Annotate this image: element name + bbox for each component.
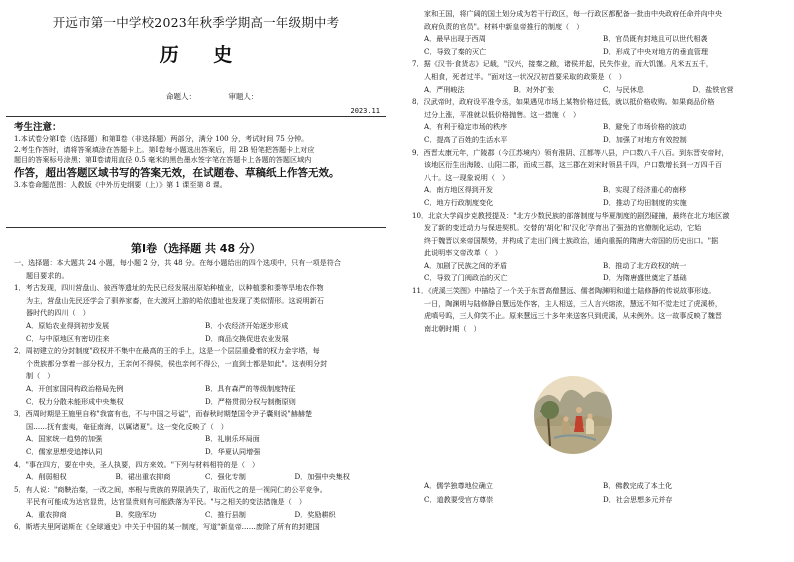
question-1-stem: 1．考古发现，四川营盘山、彼西等遗址的先民已经发展出原始种植业，以种植黍和黍等旱地农作物 [14, 283, 324, 293]
question-8-stem: 8．汉武帝时，政府设平准令丞，如果遇见市场上某物价格过低，就以抵价格收购。如果商品价格 [412, 97, 715, 107]
option-a: A．南方地区得到开发 [424, 185, 493, 195]
subject-title: 历 史 [159, 44, 247, 66]
question-2-stem: 个贵族都分享着一部分权力，王亲何不得侯，侯也亲何不得公，一直到士都是如此"。这表明分封 [26, 358, 328, 368]
question-7-options [412, 84, 782, 97]
notice-divider [6, 227, 386, 228]
option-c: C．强化专制 [205, 472, 246, 482]
section-instruction: 题目要求的。 [26, 270, 69, 280]
option-b: B．对外扩张 [513, 84, 555, 94]
exam-date: 2023.11 [350, 107, 380, 115]
question-10-stem: 发了新的变迁动力与保进契机。交替的'胡化'和'汉化'孕育出了强劲的官僚制化运动，它始 [424, 223, 702, 233]
question-11-stem: 11．《虎溪三笑图》中描绘了一个关于东晋高僧慧远、儒者陶渊明和道士陆修静的传说故事形迹。 [412, 286, 716, 296]
option-b: B．避免了市场价格的波动 [603, 122, 687, 132]
notice-heading: 考生注意： [14, 122, 62, 133]
option-d: D．为隋唐盛世奠定了基础 [603, 273, 687, 283]
option-b: B．裙出重农抑商 [115, 472, 171, 482]
option-c: C．与民休息 [603, 84, 644, 94]
option-c: C．道教要受官方尊崇 [424, 495, 494, 504]
notice-body [14, 134, 382, 190]
question-10-stem: 终于魏晋以来帝国颓势，并构成了走出门阀士族政治，通向重振的隋唐大帝国的历史出口。"据 [424, 235, 719, 245]
option-c: C．推行县制 [205, 509, 246, 519]
question-6-stem: 家和王国，将广阔的国土划分成为若干行政区，每一行政区都配备一批由中央政府任命并向中央 [424, 9, 722, 18]
notice-item: 2.考生作答时，请将答案填涂在答题卡上。第Ⅰ卷每小题选出答案后，用 2B 铅笔把答题卡上对应 [14, 144, 315, 154]
question-5-stem: 5．有人说："商鞅治秦，一改之间，率根与贵族的界限消失了，取而代之的是一视同仁的公平竞争。 [14, 484, 327, 494]
question-11-stem: 南北朝时期（ ） [424, 323, 481, 333]
question-4-stem: 4．"事在四方，要在中央，圣人执要，四方来效。"下列与材料相符的是（ ） [14, 459, 260, 469]
option-a: A．开创家国同构政治格局先例 [26, 383, 124, 393]
question-11-stem: 一日，陶渊明与陆修静自慧远处作客，主人相送，三人言兴熔浓，慧远不知不觉走过了虎溪桥， [424, 298, 722, 308]
exam-title: 开远市第一中学校2023年秋季学期高一年级期中考 [52, 15, 340, 30]
question-7-stem: 人相食，死者过半。"面对这一状况汉初首要采取的政策是（ ） [424, 71, 626, 81]
notice-item-emphasis: 作答，超出答题区域书写的答案无效，在试题卷、草稿纸上作答无效。 [14, 166, 340, 179]
notice-item: 3.本卷命题范围：人教版《中外历史纲要（上）》第 1 课至第 8 课。 [14, 179, 227, 189]
question-9-stem: 9．西晋太康元年，广陵郡（今江苏境内）领有淮阴、江都等八县，户口数八千八百。到东晋安帝时， [412, 147, 729, 157]
option-c: C．导致了秦的灭亡 [424, 46, 487, 56]
option-c: C．地方行政制度变化 [424, 197, 494, 207]
option-c: C．儒家思想受追捧认同 [26, 446, 103, 456]
option-b: B．实现了经济重心的南移 [603, 185, 687, 195]
option-a: A．国家统一趋势的加强 [26, 434, 103, 444]
question-10-stem: 此说明率文帝改革（ ） [424, 248, 503, 258]
option-a: A．重农抑商 [26, 509, 67, 519]
question-1-stem: 为主，营盘山先民还学会了驯养家畜，在大渡河上游的哈依遗址也发现了类似情形。这说明新石 [26, 295, 324, 305]
question-5-options [14, 509, 384, 522]
question-3-stem: 国……抚有蛮夷，奄征南海，以属诸夏"。这一变化反映了（ ） [26, 421, 228, 431]
notice-item: 1.本试卷分第Ⅰ卷（选择题）和第Ⅱ卷（非选择题）两部分，满分 100 分，考试时间 75 分钟。 [14, 134, 309, 143]
option-a: A．儒学独尊地位确立 [424, 481, 493, 490]
question-6-options [412, 33, 782, 58]
option-b: B．具有森严的等级制度特征 [205, 383, 296, 393]
option-d: D．华夏认同增强 [205, 446, 261, 456]
option-d: D．加强中央集权 [294, 472, 350, 482]
tiger-creek-painting [534, 376, 612, 454]
option-d: D．严格贯彻分权与制衡原则 [205, 396, 296, 406]
question-11-options [412, 479, 782, 507]
question-3-stem: 3．西周时期是王施里自称"我富有也，不与中国之号谥"，而春秋时期楚国令尹子囊则说"赫赫楚 [14, 409, 313, 419]
question-list-right [412, 8, 782, 335]
question-list-left [14, 257, 384, 534]
question-8-stem: 过分上涨，平准就以低价格抛售。这一措施（ ） [424, 109, 581, 119]
option-c: C．提高了百姓的生活水平 [424, 134, 508, 144]
reviewer-label: 审题人： [228, 92, 259, 101]
question-4-options [14, 471, 384, 484]
option-c: C．权力分散未能形成中央集权 [26, 396, 124, 406]
option-d: D．形成了中央对地方的垂直管理 [603, 46, 708, 56]
notice-item: 题目的答案标号涂黑；第Ⅱ卷请用直径 0.5 毫米的黑色墨水签字笔在答题卡上各题的答题区域内 [14, 155, 312, 164]
option-b: B．小农经济开始逐步形成 [205, 320, 289, 330]
section-instruction: 一、选择题：本大题共 24 小题，每小题 2 分，共 48 分。在每小题给出的四个选项中，只有一项是符合 [14, 258, 341, 267]
painting-illustration [534, 376, 612, 454]
option-b: B．佛教完成了本土化 [603, 481, 673, 490]
option-d: D．商品交换促进农业发展 [205, 333, 289, 343]
right-column [404, 0, 784, 562]
option-b: B．礼崩乐坏局面 [205, 434, 260, 444]
question-3-options [14, 433, 384, 458]
option-c: C．与中原地区有密切往来 [26, 333, 110, 343]
question-2-stem: 2．周初建立的分封制度"政权并不集中在最高的王的手上，这是一个层层重叠着的权力金字塔，每 [14, 346, 320, 356]
option-a: A．严刑峻法 [424, 84, 465, 94]
option-a: A．最早出现于西周 [424, 34, 486, 44]
question-10-options [412, 260, 782, 285]
author-line [166, 91, 288, 102]
question-10-stem: 10．北京大学阎步克教授提及："北方少数民族的部落制度与华夏制度的剧烈碰撞，最终在北方地区激 [412, 210, 730, 220]
question-9-options [412, 184, 782, 209]
question-5-stem: 平民有可能成为达官显贵，达官显贵则有可能跌落为平民。"与之相关的变法措施是（ ） [26, 497, 306, 507]
top-divider [6, 116, 386, 117]
option-c: C．导致了门阀政治的灭亡 [424, 273, 508, 283]
question-6-stem: 6．斯塔夫里阿诺斯在《全球通史》中关于中国的某一制度，写道"新皇帝……废除了所有的封建国 [14, 522, 320, 532]
question-6-stem: 政府负责的官员"。材料中新皇帝推行的制度（ ） [424, 21, 584, 31]
option-a: A．有利于稳定市场的秩序 [424, 122, 508, 132]
option-d: D．社会思想多元并存 [603, 495, 673, 504]
question-2-options [14, 383, 384, 408]
option-b: B．奖励军功 [115, 509, 157, 519]
question-11-stem: 虎嗔号呜，三人仰笑不止。原来慧远三十多年来送客只到虎溪，从未例外。这一故事反映了魏晋 [424, 311, 722, 321]
question-2-stem: 制（ ） [26, 371, 55, 381]
option-d: D．奖励耕织 [294, 509, 336, 519]
question-8-options [412, 121, 782, 146]
question-1-options [14, 320, 384, 345]
question-1-stem: 器时代的四川（ ） [26, 308, 90, 318]
option-a: A．加剧了民族之间的矛盾 [424, 260, 508, 270]
option-a: A．削弱相权 [26, 472, 67, 482]
question-9-stem: 该地区衍生出海陵、山阳二郡，而成三郡，这三郡在刘宋时领县千四，户口数增长到一万四千百 [424, 160, 722, 170]
left-column [6, 0, 386, 562]
option-d: D．盐铁官营 [692, 84, 734, 94]
section-title: 第Ⅰ卷（选择题 共 48 分） [131, 242, 261, 255]
author-label: 命题人： [166, 92, 196, 101]
option-a: A．原始农业得到初步发展 [26, 320, 110, 330]
option-d: D．推动了均田制度的实施 [603, 197, 687, 207]
question-9-stem: 八十。这一现象说明（ ） [424, 172, 510, 182]
option-b: B．推动了北方政权的统一 [603, 260, 687, 270]
option-b: B．官员既有封地且可以世代相袭 [603, 34, 708, 44]
question-7-stem: 7．据《汉书·食货志》记载，"汉兴，接秦之敝，诸侯并起，民失作业，而大饥馑。凡米五五千， [412, 59, 713, 69]
option-d: D．加强了对地方有效控制 [603, 134, 687, 144]
